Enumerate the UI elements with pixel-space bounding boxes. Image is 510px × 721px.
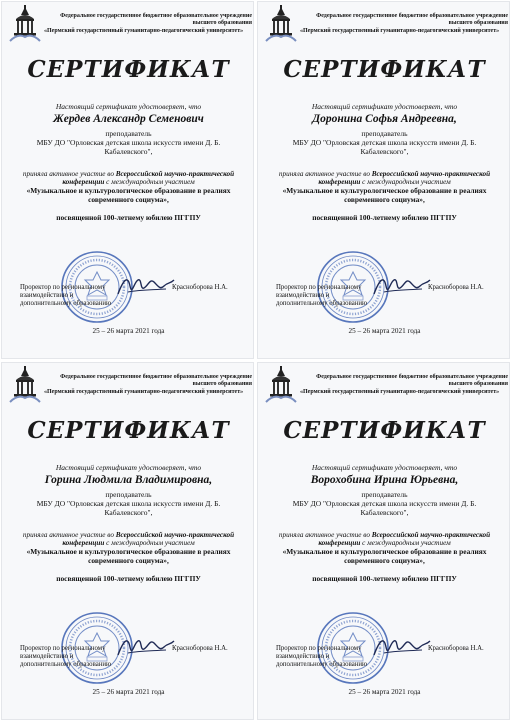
recipient-organization: МБУ ДО "Орловская детская школа искусств имени Д. Б. Кабалевского", [292, 499, 477, 517]
signatory-line-3: дополнительному образованию [20, 300, 112, 307]
participation-text [16, 170, 241, 187]
handwritten-signature [114, 633, 176, 663]
certificate-card-4 [257, 362, 510, 720]
participation-text [16, 531, 241, 548]
header-line-2: высшего образования [448, 20, 508, 27]
signatory-title [276, 645, 376, 669]
certificate-card-2 [257, 1, 510, 359]
certificate-date: 25 – 26 марта 2021 года [348, 327, 421, 335]
header-line-1: Федеральное государственное бюджетное образовательное учреждение [60, 13, 252, 19]
signatory-title [276, 284, 376, 308]
signatory-name: Красноборова Н.А. [428, 284, 484, 291]
signatory-line-1: Проректор по региональному [20, 645, 106, 652]
header-text [30, 13, 252, 35]
intro-text: Настоящий сертификат удостоверяет, что [311, 463, 458, 472]
header-text [30, 374, 252, 396]
participation-part-3: с международным участием [362, 539, 451, 548]
recipient-organization: МБУ ДО "Орловская детская школа искусств имени Д. Б. Кабалевского", [292, 138, 477, 156]
signatory-title [20, 645, 120, 669]
header-line-3: «Пермский государственный гуманитарно-педагогический университет» [300, 27, 500, 34]
signatory-line-2: взаимодействию и [276, 292, 330, 299]
signatory-line-2: взаимодействию и [20, 653, 74, 660]
certificate-title: СЕРТИФИКАТ [27, 417, 230, 444]
conference-topic: «Музыкальное и культурологическое образование в реалиях современного социума», [282, 186, 487, 204]
participation-part-2: Всероссийской научно-практической конференции [62, 531, 235, 548]
participation-part-3: с международным участием [362, 178, 451, 187]
signatory-line-2: взаимодействию и [20, 292, 74, 299]
recipient-role: преподаватель [361, 129, 408, 138]
participation-part-2: Всероссийской научно-практической конференции [318, 531, 491, 548]
signatory-title [20, 284, 120, 308]
participation-part-1: приняла активное участие во [22, 531, 114, 539]
certificate-header [6, 366, 251, 406]
recipient-role: преподаватель [105, 129, 152, 138]
participation-part-3: с международным участием [106, 178, 195, 187]
participation-part-3: с международным участием [106, 539, 195, 548]
recipient-name: Ворохобина Ирина Юрьевна, [310, 474, 459, 486]
certificate-header [262, 366, 507, 406]
recipient-organization: МБУ ДО "Орловская детская школа искусств имени Д. Б. Кабалевского", [36, 138, 221, 156]
signatory-line-3: дополнительному образованию [276, 300, 368, 307]
intro-text: Настоящий сертификат удостоверяет, что [55, 463, 202, 472]
participation-part-1: приняла активное участие во [22, 170, 114, 178]
header-line-1: Федеральное государственное бюджетное образовательное учреждение [60, 374, 252, 380]
certificate-title: СЕРТИФИКАТ [27, 56, 230, 83]
intro-text: Настоящий сертификат удостоверяет, что [55, 102, 202, 111]
jubilee-text: посвященной 100-летнему юбилею ПГГПУ [312, 213, 457, 222]
conference-topic: «Музыкальное и культурологическое образование в реалиях современного социума», [282, 547, 487, 565]
signatory-line-1: Проректор по региональному [276, 284, 362, 291]
signatory-line-3: дополнительному образованию [20, 661, 112, 668]
recipient-role: преподаватель [361, 490, 408, 499]
header-line-1: Федеральное государственное бюджетное образовательное учреждение [316, 13, 508, 19]
conference-topic: «Музыкальное и культурологическое образование в реалиях современного социума», [26, 186, 231, 204]
recipient-name: Жердев Александр Семенович [53, 113, 204, 125]
participation-part-2: Всероссийской научно-практической конференции [318, 170, 491, 187]
certificate-title: СЕРТИФИКАТ [283, 417, 486, 444]
certificate-date: 25 – 26 марта 2021 года [348, 688, 421, 696]
conference-topic: «Музыкальное и культурологическое образование в реалиях современного социума», [26, 547, 231, 565]
header-line-2: высшего образования [192, 381, 252, 388]
header-text [286, 374, 508, 396]
participation-part-1: приняла активное участие во [278, 531, 370, 539]
header-line-2: высшего образования [192, 20, 252, 27]
signatory-name: Красноборова Н.А. [172, 284, 228, 291]
participation-text [272, 531, 497, 548]
intro-text: Настоящий сертификат удостоверяет, что [311, 102, 458, 111]
jubilee-text: посвященной 100-летнему юбилею ПГГПУ [56, 213, 201, 222]
jubilee-text: посвященной 100-летнему юбилею ПГГПУ [56, 574, 201, 583]
participation-part-1: приняла активное участие во [278, 170, 370, 178]
signatory-line-1: Проректор по региональному [276, 645, 362, 652]
signatory-line-1: Проректор по региональному [20, 284, 106, 291]
recipient-role: преподаватель [105, 490, 152, 499]
recipient-organization: МБУ ДО "Орловская детская школа искусств имени Д. Б. Кабалевского", [36, 499, 221, 517]
signatory-line-3: дополнительному образованию [276, 661, 368, 668]
header-line-3: «Пермский государственный гуманитарно-педагогический университет» [44, 27, 244, 34]
certificate-card-3 [1, 362, 254, 720]
handwritten-signature [114, 272, 176, 302]
header-text [286, 13, 508, 35]
header-line-3: «Пермский государственный гуманитарно-педагогический университет» [44, 388, 244, 395]
signatory-name: Красноборова Н.А. [172, 645, 228, 652]
signatory-name: Красноборова Н.А. [428, 645, 484, 652]
certificate-date: 25 – 26 марта 2021 года [92, 688, 165, 696]
signatory-line-2: взаимодействию и [276, 653, 330, 660]
recipient-name: Доронина Софья Андреевна, [312, 113, 457, 125]
handwritten-signature [370, 272, 432, 302]
certificate-header [6, 5, 251, 45]
horizontal-gap [0, 359, 510, 362]
header-line-2: высшего образования [448, 381, 508, 388]
header-line-1: Федеральное государственное бюджетное образовательное учреждение [316, 374, 508, 380]
jubilee-text: посвященной 100-летнему юбилею ПГГПУ [312, 574, 457, 583]
participation-text [272, 170, 497, 187]
certificate-card-1 [1, 1, 254, 359]
certificate-title: СЕРТИФИКАТ [283, 56, 486, 83]
certificate-header [262, 5, 507, 45]
recipient-name: Горина Людмила Владимировна, [44, 474, 213, 486]
certificate-date: 25 – 26 марта 2021 года [92, 327, 165, 335]
header-line-3: «Пермский государственный гуманитарно-педагогический университет» [300, 388, 500, 395]
participation-part-2: Всероссийской научно-практической конференции [62, 170, 235, 187]
handwritten-signature [370, 633, 432, 663]
